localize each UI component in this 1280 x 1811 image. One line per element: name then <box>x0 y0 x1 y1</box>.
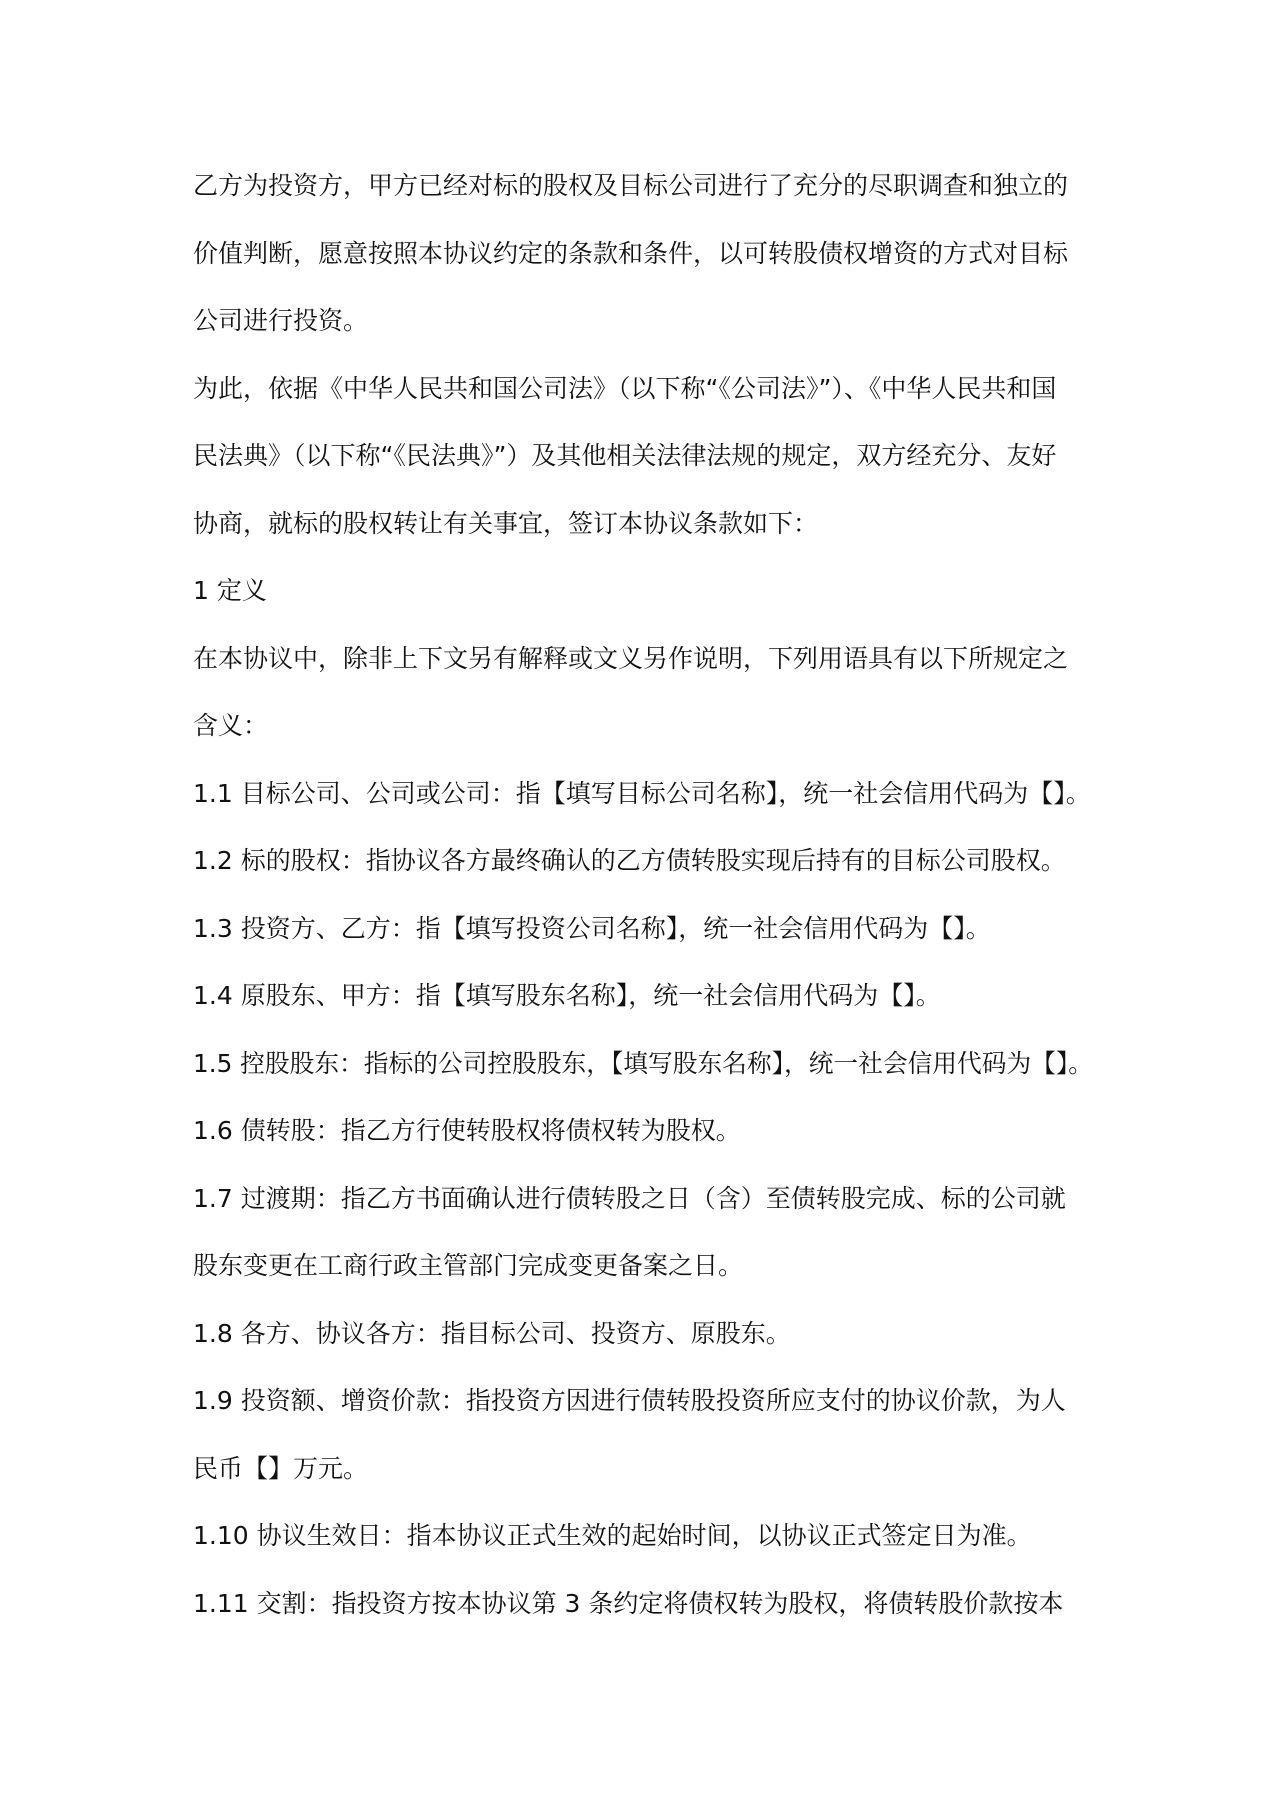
paragraph-line: 民法典》（以下称“《民法典》”）及其他相关法律法规的规定，双方经充分、友好 <box>193 441 1057 470</box>
definition-item: 1.4 原股东、甲方：指【填写股东名称】，统一社会信用代码为【】。 <box>193 981 941 1010</box>
definition-item: 1.1 目标公司、公司或公司：指【填写目标公司名称】，统一社会信用代码为【】。 <box>193 778 1091 808</box>
definition-item: 1.2 标的股权：指协议各方最终确认的乙方债转股实现后持有的目标公司股权。 <box>193 846 1066 875</box>
paragraph-line: 乙方为投资方，甲方已经对标的股权及目标公司进行了充分的尽职调查和独立的 <box>193 171 1069 200</box>
definition-item: 1.5 控股股东：指标的公司控股股东，【填写股东名称】，统一社会信用代码为【】。 <box>193 1048 1093 1078</box>
definition-item: 1.3 投资方、乙方：指【填写投资公司名称】，统一社会信用代码为【】。 <box>193 913 991 943</box>
definition-item: 1.9 投资额、增资价款：指投资方因进行债转股投资所应支付的协议价款，为人 <box>193 1386 1066 1415</box>
paragraph-line: 为此，依据《中华人民共和国公司法》（以下称“《公司法》”）、《中华人民共和国 <box>193 373 1057 403</box>
paragraph-line: 含义： <box>193 711 269 740</box>
definition-item: 民币【】万元。 <box>193 1453 369 1483</box>
definition-item: 1.10 协议生效日：指本协议正式生效的起始时间，以协议正式签定日为准。 <box>193 1521 1032 1550</box>
definition-item: 1.8 各方、协议各方：指目标公司、投资方、原股东。 <box>193 1318 791 1348</box>
definition-item: 1.11 交割：指投资方按本协议第 3 条约定将债权转为股权，将债转股价款按本 <box>193 1588 1064 1618</box>
paragraph-line: 价值判断，愿意按照本协议约定的条款和条件，以可转股债权增资的方式对目标 <box>193 238 1069 268</box>
paragraph-line: 公司进行投资。 <box>193 306 369 335</box>
definition-item: 股东变更在工商行政主管部门完成变更备案之日。 <box>193 1251 744 1280</box>
paragraph-line: 在本协议中，除非上下文另有解释或文义另作说明，下列用语具有以下所规定之 <box>193 643 1069 673</box>
definition-item: 1.6 债转股：指乙方行使转股权将债权转为股权。 <box>193 1116 741 1145</box>
paragraph-line: 协商，就标的股权转让有关事宜，签订本协议条款如下： <box>193 508 819 538</box>
document-body <box>193 168 1093 1653</box>
definition-item: 1.7 过渡期：指乙方书面确认进行债转股之日（含）至债转股完成、标的公司就 <box>193 1183 1066 1213</box>
section-heading: 1 定义 <box>193 576 267 605</box>
